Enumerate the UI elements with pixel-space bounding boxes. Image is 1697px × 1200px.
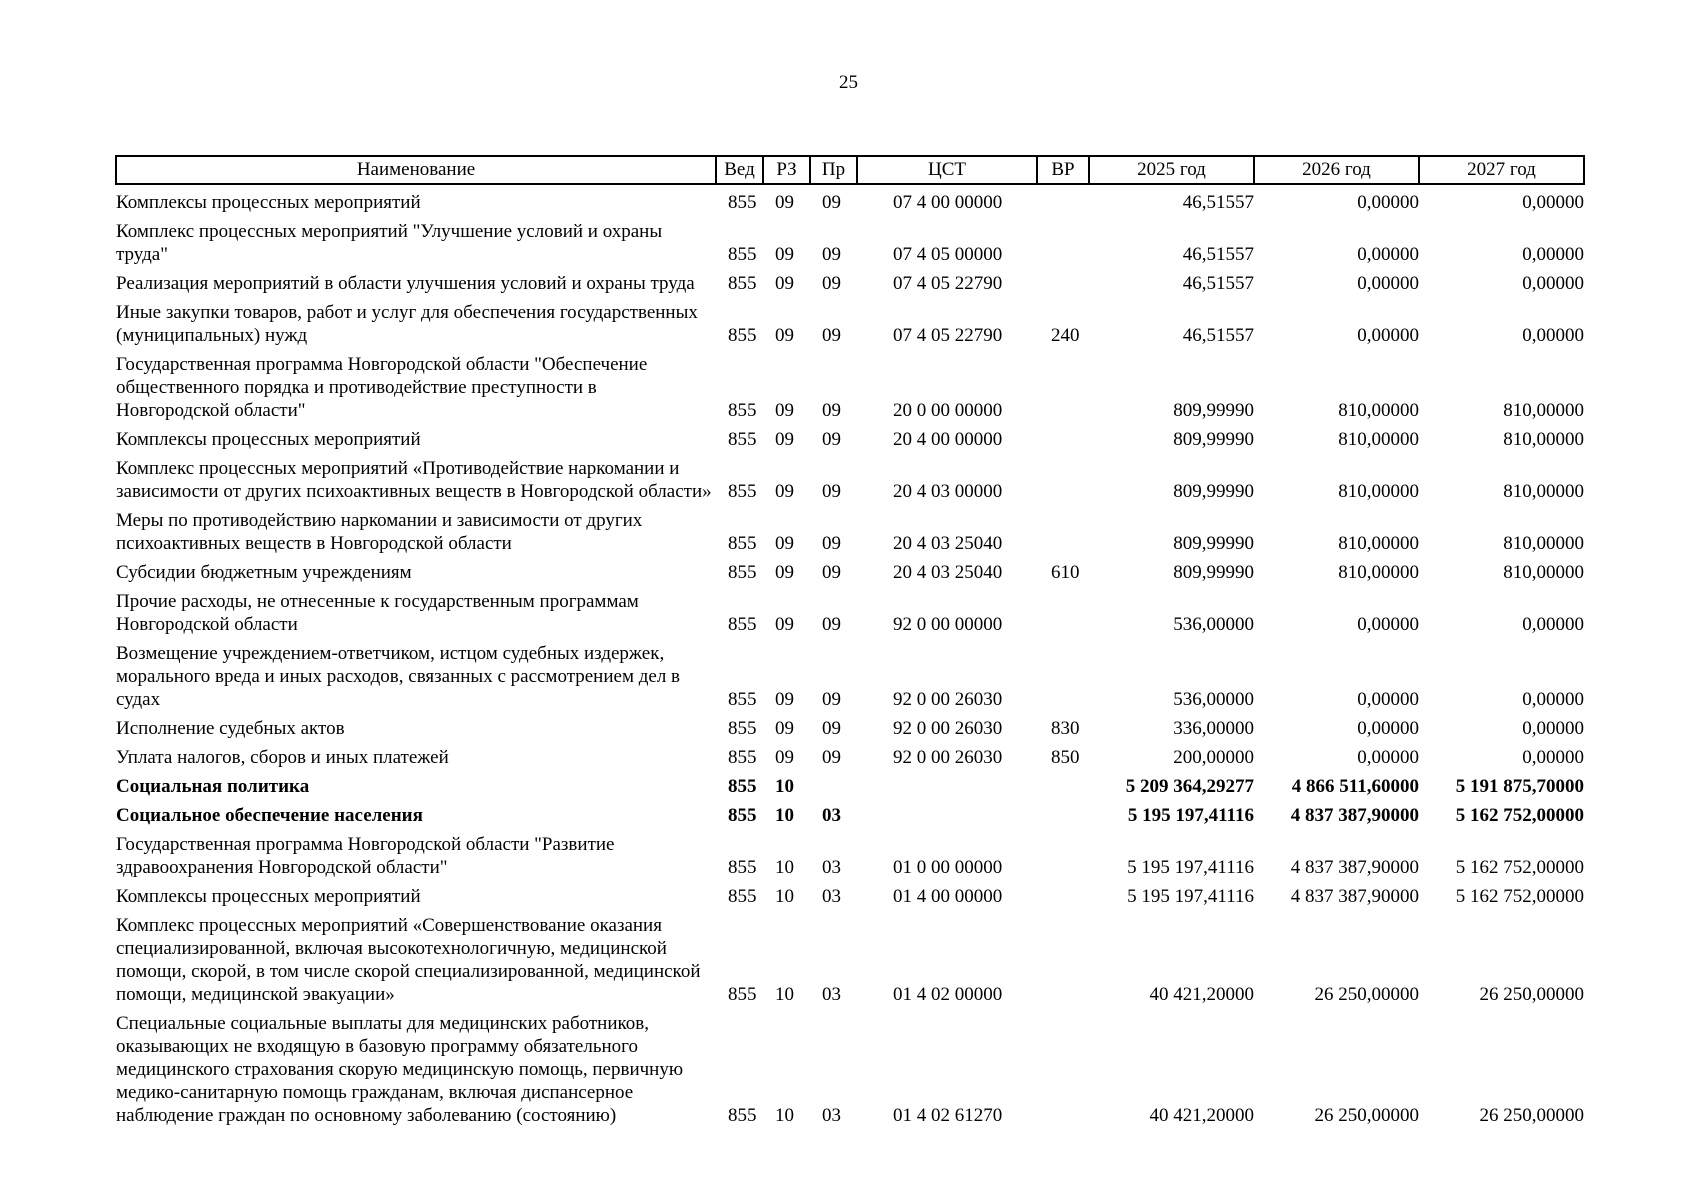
cell-cst: 92 0 00 26030	[893, 747, 1003, 768]
table-body	[116, 184, 1584, 1132]
cell-vr	[1037, 508, 1089, 560]
table-row	[116, 716, 1584, 745]
table-row	[116, 560, 1584, 589]
cell-2025: 5 195 197,41116	[1127, 886, 1254, 907]
header-pr: Пр	[810, 156, 857, 184]
cell-2027: 26 250,00000	[1479, 984, 1584, 1005]
cell-vr: 850	[1051, 747, 1080, 768]
cell-2026: 0,00000	[1357, 325, 1419, 346]
cell-2025: 5 195 197,41116	[1127, 857, 1254, 878]
cell-name: Социальное обеспечение населения	[116, 805, 423, 826]
cell-pr: 03	[822, 857, 841, 878]
cell-pr: 03	[822, 886, 841, 907]
cell-name: Иные закупки товаров, работ и услуг для обеспечения государственных (муниципальных) нужд	[116, 302, 698, 346]
cell-2026: 4 837 387,90000	[1290, 805, 1419, 826]
cell-rz: 09	[775, 481, 794, 502]
cell-2027: 0,00000	[1522, 718, 1584, 739]
cell-name: Комплекс процессных мероприятий «Совершенствование оказания специализированной, включая высокотехнологичную, медицинской помощи, скорой, в том числе скорой специализированной, медицинской помощи, медицинской эвакуации»	[116, 915, 701, 1005]
cell-cst: 92 0 00 26030	[893, 689, 1003, 710]
cell-2026: 810,00000	[1338, 481, 1419, 502]
cell-ved: 855	[728, 718, 757, 739]
cell-ved: 855	[728, 689, 757, 710]
cell-vr: 240	[1051, 325, 1080, 346]
cell-2026: 810,00000	[1338, 429, 1419, 450]
cell-pr: 03	[822, 984, 841, 1005]
header-2025: 2025 год	[1089, 156, 1254, 184]
cell-2026: 4 866 511,60000	[1291, 776, 1419, 797]
cell-pr: 09	[822, 614, 841, 635]
cell-2027: 0,00000	[1522, 614, 1584, 635]
cell-vr	[1037, 1011, 1089, 1132]
budget-table	[115, 155, 1585, 1132]
cell-name: Государственная программа Новгородской области "Развитие здравоохранения Новгородской области"	[116, 834, 615, 878]
cell-pr: 09	[822, 718, 841, 739]
cell-cst: 01 4 02 61270	[893, 1105, 1003, 1126]
cell-vr: 610	[1051, 562, 1080, 583]
cell-2027: 0,00000	[1522, 244, 1584, 265]
cell-2025: 40 421,20000	[1149, 984, 1254, 1005]
cell-ved: 855	[728, 614, 757, 635]
cell-pr: 09	[822, 689, 841, 710]
table-row	[116, 832, 1584, 884]
cell-ved: 855	[728, 533, 757, 554]
cell-2026: 810,00000	[1338, 400, 1419, 421]
cell-cst	[857, 803, 1037, 832]
cell-2027: 5 162 752,00000	[1455, 886, 1584, 907]
header-2027: 2027 год	[1419, 156, 1584, 184]
cell-ved: 855	[728, 429, 757, 450]
cell-vr	[1037, 219, 1089, 271]
cell-cst: 01 4 00 00000	[893, 886, 1003, 907]
cell-rz: 10	[775, 1105, 794, 1126]
cell-2025: 536,00000	[1173, 689, 1254, 710]
cell-vr	[1037, 352, 1089, 427]
cell-pr: 03	[822, 1105, 841, 1126]
table-row	[116, 300, 1584, 352]
cell-rz: 09	[775, 429, 794, 450]
cell-name: Государственная программа Новгородской области "Обеспечение общественного порядка и противодействие преступности в Новгородской области"	[116, 354, 648, 421]
cell-2027: 810,00000	[1503, 562, 1584, 583]
cell-rz: 10	[775, 886, 794, 907]
cell-2026: 4 837 387,90000	[1290, 857, 1419, 878]
cell-cst: 07 4 05 00000	[893, 244, 1003, 265]
table-row	[116, 184, 1584, 219]
cell-2027: 810,00000	[1503, 481, 1584, 502]
cell-2027: 0,00000	[1522, 747, 1584, 768]
table-row	[116, 913, 1584, 1011]
cell-pr: 09	[822, 400, 841, 421]
cell-cst: 20 4 03 25040	[893, 562, 1003, 583]
cell-name: Комплексы процессных мероприятий	[116, 886, 421, 907]
header-rz: РЗ	[763, 156, 810, 184]
cell-vr	[1037, 427, 1089, 456]
cell-2027: 5 162 752,00000	[1455, 805, 1584, 826]
cell-rz: 09	[775, 533, 794, 554]
cell-rz: 09	[775, 689, 794, 710]
table-row	[116, 803, 1584, 832]
cell-vr	[1037, 271, 1089, 300]
cell-name: Комплекс процессных мероприятий "Улучшение условий и охраны труда"	[116, 221, 663, 265]
cell-rz: 09	[775, 325, 794, 346]
cell-rz: 09	[775, 244, 794, 265]
cell-2025: 46,51557	[1182, 192, 1254, 213]
cell-2026: 0,00000	[1357, 718, 1419, 739]
cell-2026: 0,00000	[1357, 614, 1419, 635]
table-row	[116, 427, 1584, 456]
cell-vr	[1037, 589, 1089, 641]
cell-2026: 0,00000	[1357, 273, 1419, 294]
cell-vr	[1037, 641, 1089, 716]
cell-2026: 0,00000	[1357, 689, 1419, 710]
cell-vr	[1037, 884, 1089, 913]
cell-2025: 536,00000	[1173, 614, 1254, 635]
cell-cst: 07 4 05 22790	[893, 273, 1003, 294]
cell-2026: 26 250,00000	[1314, 984, 1419, 1005]
cell-2025: 809,99990	[1173, 533, 1254, 554]
table-row	[116, 508, 1584, 560]
cell-ved: 855	[728, 747, 757, 768]
cell-rz: 10	[775, 776, 794, 797]
cell-ved: 855	[728, 562, 757, 583]
cell-cst: 20 4 00 00000	[893, 429, 1003, 450]
table-row	[116, 745, 1584, 774]
cell-vr: 830	[1051, 718, 1080, 739]
cell-2025: 5 195 197,41116	[1127, 805, 1254, 826]
cell-2026: 4 837 387,90000	[1290, 886, 1419, 907]
cell-pr: 09	[822, 325, 841, 346]
cell-ved: 855	[728, 1105, 757, 1126]
cell-2025: 46,51557	[1182, 325, 1254, 346]
table-row	[116, 456, 1584, 508]
cell-pr: 09	[822, 244, 841, 265]
cell-ved: 855	[728, 984, 757, 1005]
table-row	[116, 641, 1584, 716]
cell-rz: 09	[775, 273, 794, 294]
cell-pr: 09	[822, 747, 841, 768]
table-row	[116, 271, 1584, 300]
cell-rz: 10	[775, 857, 794, 878]
cell-name: Комплексы процессных мероприятий	[116, 192, 421, 213]
cell-2025: 809,99990	[1173, 562, 1254, 583]
cell-vr	[1037, 774, 1089, 803]
cell-2027: 810,00000	[1503, 533, 1584, 554]
cell-2027: 810,00000	[1503, 429, 1584, 450]
cell-cst: 92 0 00 00000	[893, 614, 1003, 635]
cell-rz: 09	[775, 718, 794, 739]
cell-2027: 26 250,00000	[1479, 1105, 1584, 1126]
cell-2026: 0,00000	[1357, 747, 1419, 768]
cell-pr	[810, 774, 857, 803]
cell-rz: 09	[775, 400, 794, 421]
cell-rz: 09	[775, 614, 794, 635]
cell-name: Возмещение учреждением-ответчиком, истцом судебных издержек, морального вреда и иных расходов, связанных с рассмотрением дел в судах	[116, 643, 681, 710]
cell-vr	[1037, 832, 1089, 884]
cell-ved: 855	[728, 481, 757, 502]
cell-cst: 20 4 03 25040	[893, 533, 1003, 554]
cell-2026: 26 250,00000	[1314, 1105, 1419, 1126]
cell-name: Комплекс процессных мероприятий «Противодействие наркомании и зависимости от других психоактивных веществ в Новгородской области»	[116, 458, 712, 502]
cell-name: Уплата налогов, сборов и иных платежей	[116, 747, 449, 768]
header-vr: ВР	[1037, 156, 1089, 184]
cell-pr: 09	[822, 481, 841, 502]
cell-2026: 810,00000	[1338, 562, 1419, 583]
cell-2027: 0,00000	[1522, 689, 1584, 710]
cell-name: Социальная политика	[116, 776, 310, 797]
cell-2025: 809,99990	[1173, 429, 1254, 450]
cell-2027: 5 162 752,00000	[1455, 857, 1584, 878]
cell-cst: 92 0 00 26030	[893, 718, 1003, 739]
cell-ved: 855	[728, 192, 757, 213]
cell-2027: 5 191 875,70000	[1455, 776, 1584, 797]
cell-2025: 200,00000	[1173, 747, 1254, 768]
cell-name: Комплексы процессных мероприятий	[116, 429, 421, 450]
table-row	[116, 589, 1584, 641]
cell-pr: 09	[822, 273, 841, 294]
cell-2026: 0,00000	[1357, 244, 1419, 265]
cell-2025: 809,99990	[1173, 400, 1254, 421]
cell-cst: 20 0 00 00000	[893, 400, 1003, 421]
cell-name: Исполнение судебных актов	[116, 718, 345, 739]
cell-ved: 855	[728, 273, 757, 294]
cell-cst: 07 4 05 22790	[893, 325, 1003, 346]
cell-cst: 01 0 00 00000	[893, 857, 1003, 878]
cell-2025: 46,51557	[1182, 273, 1254, 294]
table-row	[116, 352, 1584, 427]
cell-rz: 09	[775, 562, 794, 583]
cell-pr: 09	[822, 429, 841, 450]
page-number: 25	[839, 72, 858, 93]
cell-vr	[1037, 913, 1089, 1011]
cell-cst: 01 4 02 00000	[893, 984, 1003, 1005]
cell-2027: 0,00000	[1522, 325, 1584, 346]
cell-name: Прочие расходы, не отнесенные к государственным программам Новгородской области	[116, 591, 639, 635]
cell-2025: 5 209 364,29277	[1125, 776, 1254, 797]
cell-ved: 855	[728, 325, 757, 346]
cell-rz: 09	[775, 192, 794, 213]
cell-2027: 0,00000	[1522, 192, 1584, 213]
cell-name: Меры по противодействию наркомании и зависимости от других психоактивных веществ в Новгородской области	[116, 510, 643, 554]
table-row	[116, 884, 1584, 913]
cell-ved: 855	[728, 776, 757, 797]
cell-2027: 0,00000	[1522, 273, 1584, 294]
cell-2025: 46,51557	[1182, 244, 1254, 265]
table-row	[116, 219, 1584, 271]
cell-vr	[1037, 184, 1089, 219]
cell-2025: 336,00000	[1173, 718, 1254, 739]
cell-vr	[1037, 456, 1089, 508]
cell-vr	[1037, 803, 1089, 832]
cell-ved: 855	[728, 400, 757, 421]
cell-ved: 855	[728, 805, 757, 826]
table-row	[116, 1011, 1584, 1132]
cell-rz: 09	[775, 747, 794, 768]
cell-cst: 07 4 00 00000	[893, 192, 1003, 213]
cell-ved: 855	[728, 244, 757, 265]
cell-pr: 09	[822, 533, 841, 554]
cell-pr: 09	[822, 562, 841, 583]
cell-2026: 0,00000	[1357, 192, 1419, 213]
header-2026: 2026 год	[1254, 156, 1419, 184]
cell-rz: 10	[775, 984, 794, 1005]
cell-name: Субсидии бюджетным учреждениям	[116, 562, 412, 583]
cell-name: Реализация мероприятий в области улучшения условий и охраны труда	[116, 273, 695, 294]
cell-2026: 810,00000	[1338, 533, 1419, 554]
header-cst: ЦСТ	[857, 156, 1037, 184]
header-name: Наименование	[116, 156, 716, 184]
table-row	[116, 774, 1584, 803]
cell-cst	[857, 774, 1037, 803]
header-ved: Вед	[716, 156, 763, 184]
cell-2025: 40 421,20000	[1149, 1105, 1254, 1126]
cell-ved: 855	[728, 886, 757, 907]
cell-pr: 09	[822, 192, 841, 213]
cell-ved: 855	[728, 857, 757, 878]
cell-2025: 809,99990	[1173, 481, 1254, 502]
table-header-row	[116, 156, 1584, 184]
cell-cst: 20 4 03 00000	[893, 481, 1003, 502]
cell-pr: 03	[822, 805, 841, 826]
cell-2027: 810,00000	[1503, 400, 1584, 421]
cell-rz: 10	[775, 805, 794, 826]
cell-name: Специальные социальные выплаты для медицинских работников, оказывающих не входящую в базовую программу обязательного медицинского страхования скорую медицинскую помощь, первичную медико-санитарную помощь гражданам, включая диспансерное наблюдение граждан по основному заболеванию (состоянию)	[116, 1013, 684, 1126]
